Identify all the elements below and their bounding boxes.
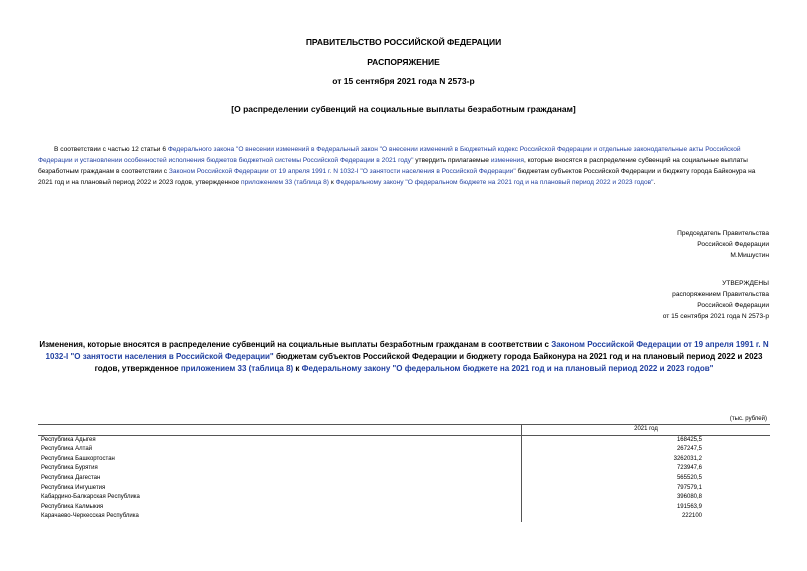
employment-law-link[interactable]: Законом Российской Федерации от 19 апреля 1991 г. N 1032-I "О занятости населения в Российской Федерации" [45, 340, 769, 361]
document-date: от 15 сентября 2021 года N 2573-р [332, 76, 475, 86]
table-row [38, 493, 770, 503]
approval-line: от 15 сентября 2021 года N 2573-р [662, 313, 769, 320]
approval-line: УТВЕРЖДЕНЫ [722, 280, 769, 287]
table-row [38, 435, 770, 445]
table-row [38, 512, 770, 522]
paragraph-text: В соответствии с частью 12 статьи 6 [54, 146, 168, 153]
table-row [38, 445, 770, 455]
decree-paragraph [38, 144, 770, 188]
changes-link[interactable]: изменения [490, 157, 524, 164]
signature-line: Российской Федерации [697, 241, 769, 248]
region-cell: Республика Ингушетия [38, 484, 522, 494]
heading-text: бюджетам субъектов Российской Федерации и бюджету города Байконура на 2021 год и на плановый период 2022 и 2023 годов, утвержденное [94, 352, 763, 373]
employment-law-link[interactable]: Законом Российской Федерации от 19 апреля 1991 г. N 1032-I "О занятости населения в Российской Федерации" [168, 168, 516, 175]
paragraph-text: , которые вносятся в распределение субвенций на социальные выплаты безработным гражданам в соответствии с [38, 157, 748, 175]
appendix-link[interactable]: приложением 33 (таблица 8) [180, 364, 294, 373]
region-cell: Республика Алтай [38, 445, 522, 455]
value-cell: 3262031,2 [673, 455, 702, 462]
table-row [38, 474, 770, 484]
heading-text: Изменения, которые вносятся в распределение субвенций на социальные выплаты безработным гражданам в соответствии с [39, 340, 552, 349]
approval-block [663, 278, 769, 322]
region-cell: Республика Дагестан [38, 474, 522, 484]
value-cell: 191563,9 [676, 503, 702, 510]
table-row [38, 464, 770, 474]
signature-line: Председатель Правительства [677, 230, 769, 237]
value-cell: 267247,5 [676, 446, 702, 453]
value-cell: 168425,5 [676, 436, 702, 443]
document-title: [О распределении субвенций на социальные выплаты безработным гражданам] [231, 104, 576, 114]
value-cell: 222100 [681, 513, 702, 520]
subvention-table [38, 424, 770, 522]
paragraph-text: утвердить прилагаемые [413, 157, 491, 164]
value-cell: 396080,8 [676, 494, 702, 501]
government-heading: ПРАВИТЕЛЬСТВО РОССИЙСКОЙ ФЕДЕРАЦИИ [305, 37, 502, 47]
value-cell: 797579,1 [676, 484, 702, 491]
table-row [38, 503, 770, 513]
paragraph-text: к [329, 179, 336, 186]
signature-name: М.Мишустин [730, 252, 769, 259]
region-cell: Республика Калмыкия [38, 503, 522, 513]
document-type: РАСПОРЯЖЕНИЕ [367, 57, 440, 67]
appendix-link[interactable]: приложением 33 (таблица 8) [241, 179, 329, 186]
table-row [38, 484, 770, 494]
federal-law-link[interactable]: Федерального закона "О внесении изменений в Федеральный закон "О внесении изменений в Бюджетный кодекс Российской Федерации и отдельные законодательные акты Российской Федерации и установлении особенностей исполнения бюджетов бюджетной системы Российской Федерации в 2021 году" [38, 146, 741, 164]
table-row [38, 455, 770, 465]
signature-block [677, 228, 769, 261]
table-header-row [38, 425, 770, 436]
value-cell: 565520,5 [676, 474, 702, 481]
approval-line: распоряжением Правительства [672, 291, 769, 298]
region-cell: Республика Башкортостан [38, 455, 522, 465]
approval-line: Российской Федерации [697, 302, 769, 309]
units-label: (тыс. рублей) [729, 416, 767, 422]
region-column-header [38, 425, 522, 436]
budget-law-link[interactable]: Федеральному закону "О федеральном бюджете на 2021 год и на плановый период 2022 и 2023 годов" [301, 364, 714, 373]
region-cell: Республика Бурятия [38, 464, 522, 474]
paragraph-text: . [653, 179, 656, 186]
year-column-header: 2021 год [522, 425, 771, 436]
heading-text: к [293, 364, 302, 373]
value-cell: 723947,6 [676, 465, 702, 472]
budget-law-link[interactable]: Федеральному закону "О федеральном бюджете на 2021 год и на плановый период 2022 и 2023 годов" [335, 179, 654, 186]
region-cell: Кабардино-Балкарская Республика [38, 493, 522, 503]
region-cell: Республика Адыгея [38, 435, 522, 445]
region-cell: Карачаево-Черкесская Республика [38, 512, 522, 522]
paragraph-text: бюджетам субъектов Российской Федерации и бюджету города Байконура на 2021 год и на плановый период 2022 и 2023 годов, утвержденное [38, 168, 756, 186]
changes-heading [38, 339, 770, 375]
